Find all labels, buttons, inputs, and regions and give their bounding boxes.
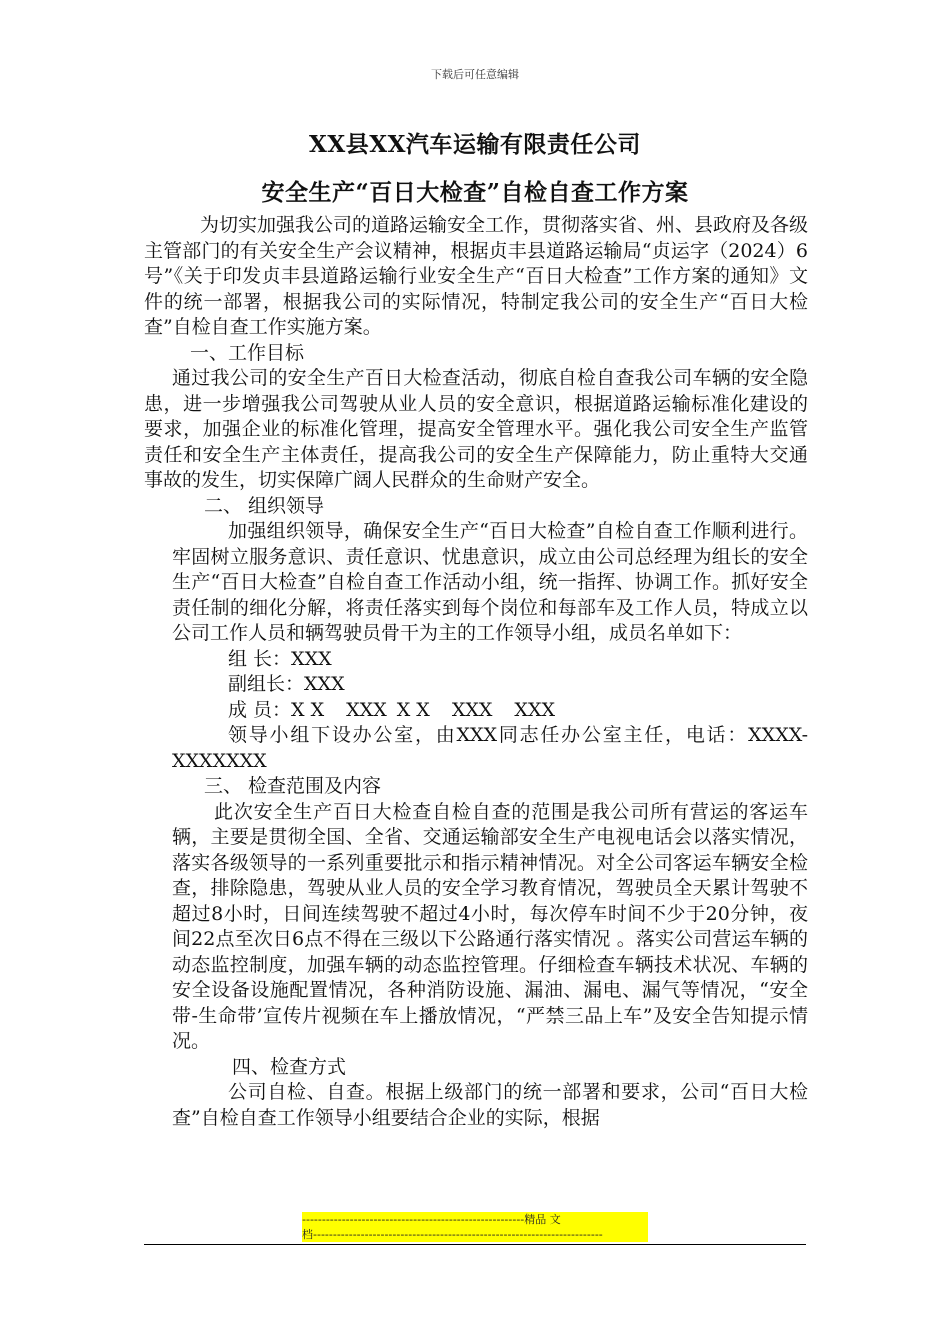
deputy-label: 副组长：	[228, 673, 305, 695]
member-name: X X	[396, 698, 430, 721]
office-paragraph: 领导小组下设办公室，由XXX同志任办公室主任，电话：XXXX-XXXXXXX	[172, 724, 808, 772]
section2-block	[144, 519, 808, 774]
deputy-line	[172, 672, 808, 698]
members-line	[172, 698, 808, 724]
footer-rule	[144, 1244, 806, 1245]
section3-block	[144, 800, 808, 1055]
member-name: XXX	[346, 698, 387, 721]
leader-value: XXX	[291, 647, 332, 670]
members-label: 成 员：	[228, 698, 292, 721]
section1-paragraph: 通过我公司的安全生产百日大检查活动，彻底自检自查我公司车辆的安全隐患，进一步增强我公司驾驶从业人员的安全意识，根据道路运输标准化建设的要求，加强企业的标准化管理，提高安全管理水平。强化我公司安全生产监管责任和安全生产主体责任，提高我公司的安全生产保障能力，防止重特大交通事故的发生，切实保障广阔人民群众的生命财产安全。	[144, 367, 808, 491]
document-subtitle: 安全生产“百日大检查”自检自查工作方案	[261, 179, 689, 206]
section4-heading: 四、检查方式	[232, 1055, 347, 1078]
footer-watermark	[302, 1212, 648, 1242]
footer-line-2: 档-------------------------------------------------------------------------	[302, 1228, 603, 1241]
section2-paragraph: 加强组织领导，确保安全生产“百日大检查”自检自查工作顺利进行。牢固树立服务意识、责任意识、忧患意识，成立由公司总经理为组长的安全生产“百日大检查”自检自查工作活动小组，统一指挥、协调工作。抓好安全责任制的细化分解，将责任落实到每个岗位和每部车及工作人员，特成立以公司工作人员和辆驾驶员骨干为主的工作领导小组，成员名单如下：	[172, 520, 808, 644]
leader-line	[172, 647, 808, 673]
member-name: XXX	[451, 698, 493, 721]
section4-paragraph: 公司自检、自查。根据上级部门的统一部署和要求，公司“百日大检查”自检自查工作领导小组要结合企业的实际，根据	[172, 1081, 808, 1129]
intro-paragraph: 为切实加强我公司的道路运输安全工作，贯彻落实省、州、县政府及各级主管部门的有关安全生产会议精神，根据贞丰县道路运输局“贞运字（2024）6号”《关于印发贞丰县道路运输行业安全生产“百日大检查”工作方案的通知》文件的统一部署，根据我公司的实际情况，特制定我公司的安全生产“百日大检查”自检自查工作实施方案。	[144, 214, 809, 338]
section3-heading: 三、 检查范围及内容	[204, 775, 382, 797]
footer-line-1: --------------------------------------------------------精品 文	[302, 1213, 561, 1226]
deputy-value: XXX	[304, 673, 345, 695]
leader-label: 组 长：	[228, 647, 292, 670]
section1-heading: 一、工作目标	[190, 341, 305, 364]
section3-paragraph: 此次安全生产百日大检查自检自查的范围是我公司所有营运的客运车辆，主要是贯彻全国、全省、交通运输部安全生产电视电话会以落实情况，落实各级领导的一系列重要批示和指示精神情况。对全公司客运车辆安全检查，排除隐患，驾驶从业人员的安全学习教育情况，驾驶员全天累计驾驶不超过8小时，日间连续驾驶不超过4小时，每次停车时间不少于20分钟，夜间22点至次日6点不得在三级以下公路通行落实情况 。落实公司营运车辆的动态监控制度，加强车辆的动态监控管理。仔细检查车辆技术状况、车辆的安全设备设施配置情况，各种消防设施、漏油、漏电、漏气等情况，“安全带-生命带’宣传片视频在车上播放情况，“严禁三品上车”及安全告知提示情况。	[172, 800, 808, 1052]
section2-heading: 二、 组织领导	[204, 494, 325, 517]
document-title: XX县XX汽车运输有限责任公司	[309, 131, 641, 158]
document-body	[144, 213, 808, 1131]
section4-block	[144, 1080, 808, 1131]
member-name: XXX	[514, 698, 556, 721]
header-note: 下载后可任意编辑	[431, 68, 519, 81]
member-name: X X	[291, 698, 325, 721]
